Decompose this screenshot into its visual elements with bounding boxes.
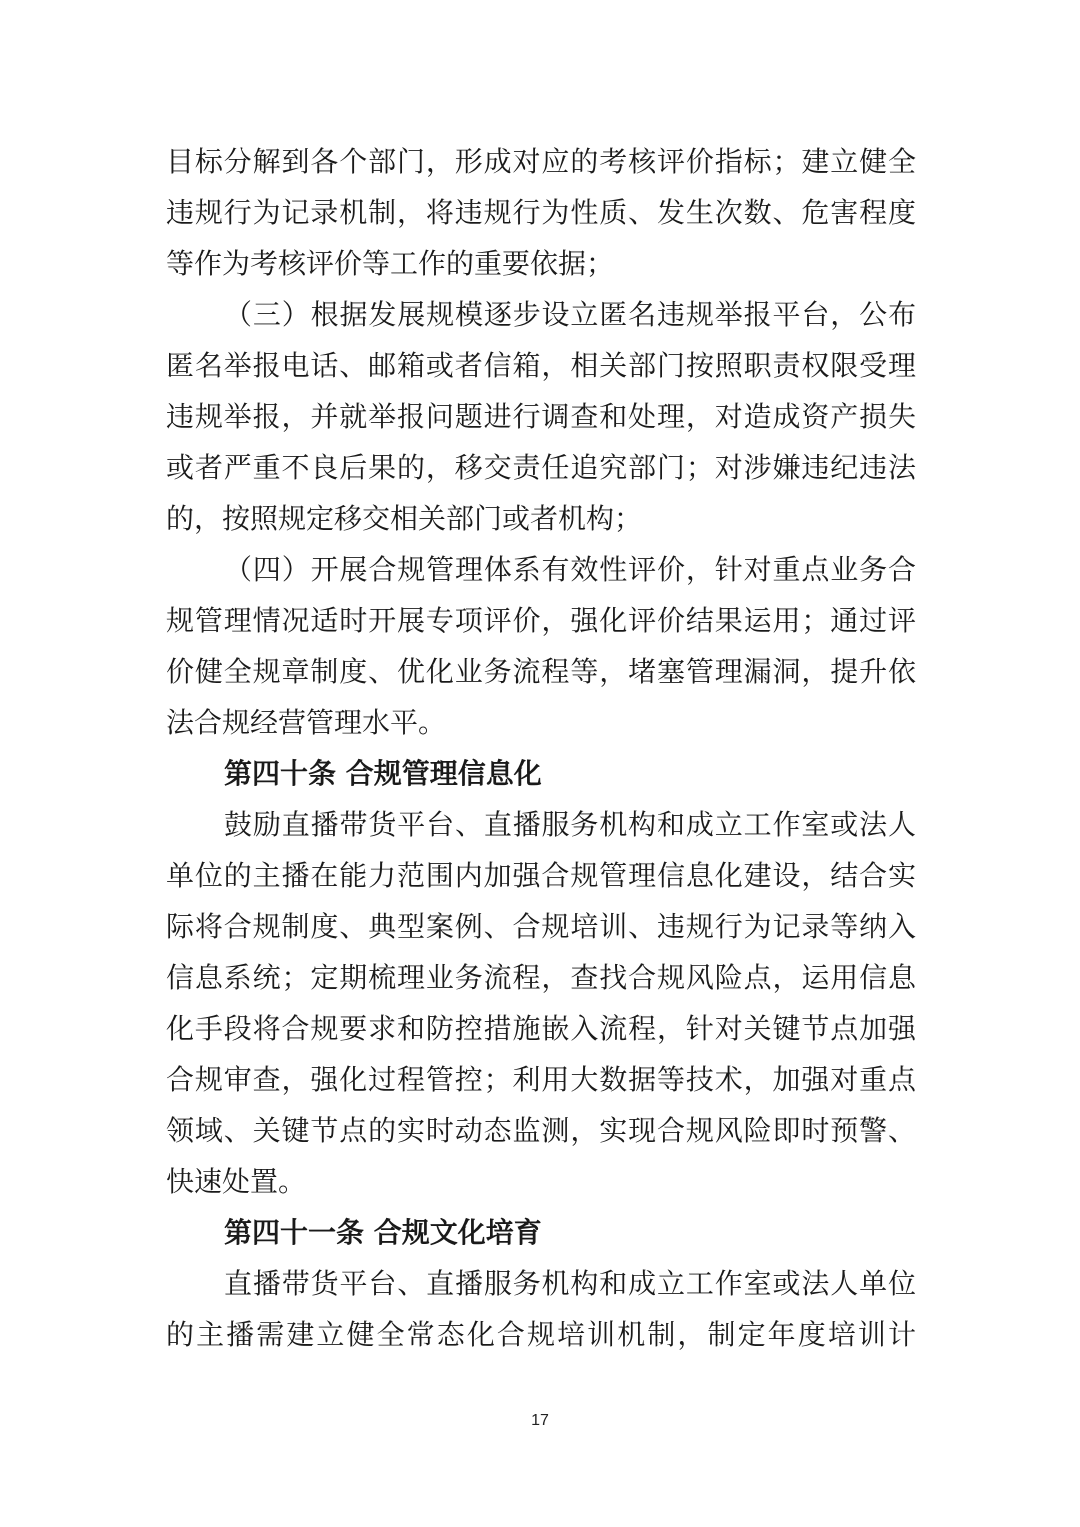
- paragraph-line: 或者严重不良后果的，移交责任追究部门；对涉嫌违纪违法: [166, 451, 916, 484]
- paragraph-line: 等作为考核评价等工作的重要依据；: [166, 247, 615, 280]
- paragraph-line: 的主播需建立健全常态化合规培训机制，制定年度培训计: [166, 1318, 916, 1351]
- paragraph-line: 信息系统；定期梳理业务流程，查找合规风险点，运用信息: [166, 961, 916, 994]
- paragraph-line: 匿名举报电话、邮箱或者信箱，相关部门按照职责权限受理: [166, 349, 916, 382]
- paragraph-line: （三）根据发展规模逐步设立匿名违规举报平台，公布: [224, 298, 916, 331]
- paragraph-line: 的，按照规定移交相关部门或者机构；: [166, 502, 643, 535]
- paragraph-line: 法合规经营管理水平。: [166, 706, 447, 739]
- paragraph-line: 目标分解到各个部门，形成对应的考核评价指标；建立健全: [166, 145, 916, 178]
- paragraph-line: 违规举报，并就举报问题进行调查和处理，对造成资产损失: [166, 400, 916, 433]
- paragraph-line: 单位的主播在能力范围内加强合规管理信息化建设，结合实: [166, 859, 916, 892]
- article-heading-41: 第四十一条 合规文化培育: [224, 1216, 542, 1249]
- paragraph-line: 鼓励直播带货平台、直播服务机构和成立工作室或法人: [224, 808, 916, 841]
- page-number: 17: [531, 1412, 549, 1429]
- paragraph-line: 规管理情况适时开展专项评价，强化评价结果运用；通过评: [166, 604, 916, 637]
- paragraph-line: 价健全规章制度、优化业务流程等，堵塞管理漏洞，提升依: [166, 655, 916, 688]
- paragraph-line: 际将合规制度、典型案例、合规培训、违规行为记录等纳入: [166, 910, 916, 943]
- paragraph-line: （四）开展合规管理体系有效性评价，针对重点业务合: [224, 553, 916, 586]
- paragraph-line: 快速处置。: [166, 1165, 307, 1198]
- paragraph-line: 直播带货平台、直播服务机构和成立工作室或法人单位: [224, 1267, 916, 1300]
- paragraph-line: 化手段将合规要求和防控措施嵌入流程，针对关键节点加强: [166, 1012, 916, 1045]
- paragraph-line: 合规审查，强化过程管控；利用大数据等技术，加强对重点: [166, 1063, 916, 1096]
- paragraph-line: 违规行为记录机制，将违规行为性质、发生次数、危害程度: [166, 196, 916, 229]
- paragraph-line: 领域、关键节点的实时动态监测，实现合规风险即时预警、: [166, 1114, 916, 1147]
- article-heading-40: 第四十条 合规管理信息化: [224, 757, 542, 790]
- document-body: [166, 136, 916, 1360]
